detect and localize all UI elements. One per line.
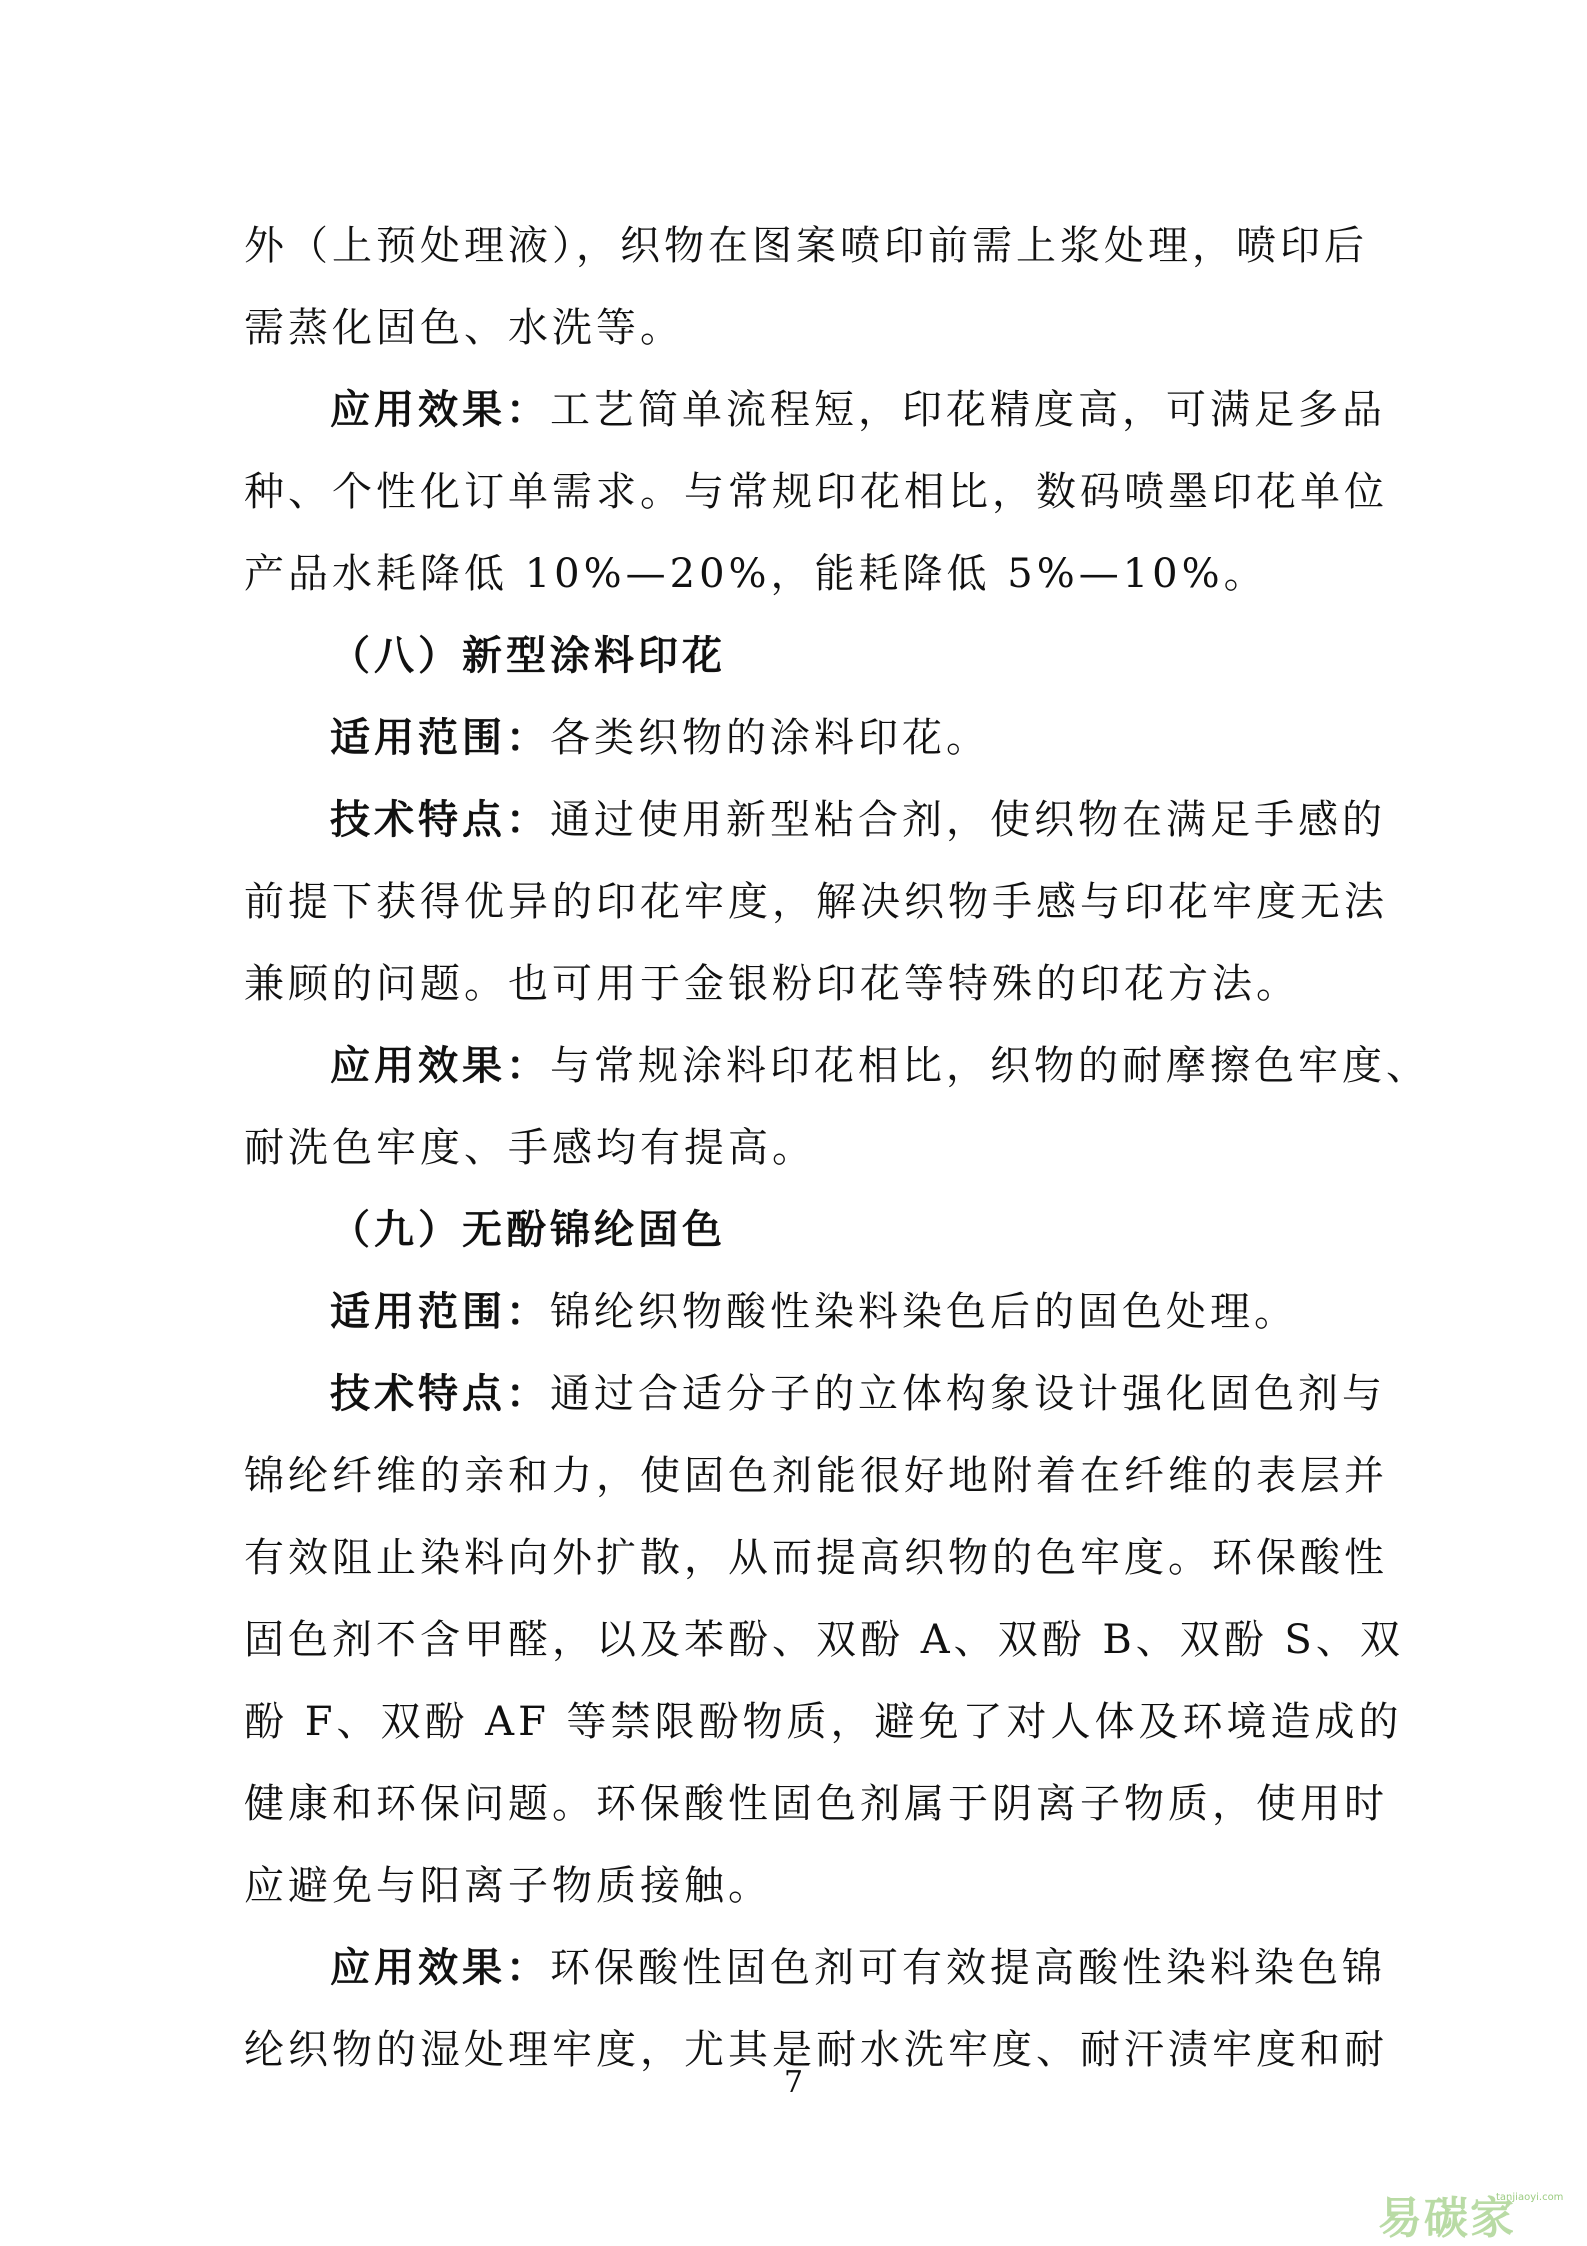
- text-line: [244, 369, 1386, 451]
- text-line: [244, 533, 1349, 615]
- text-line: [244, 779, 1386, 861]
- watermark-logo: [1378, 2182, 1578, 2244]
- line-text: 耐洗色牢度、手感均有提高。: [244, 1125, 816, 1171]
- text-line: [244, 205, 1368, 287]
- text-line: [244, 1107, 1349, 1189]
- lead-label: 技术特点：: [330, 796, 550, 843]
- line-text: 需蒸化固色、水洗等。: [244, 305, 684, 351]
- line-text: 工艺简单流程短，印花精度高，可满足多品: [550, 387, 1386, 433]
- text-line: [244, 451, 1388, 533]
- lead-label: 适用范围：: [330, 1288, 550, 1335]
- text-line: [244, 1435, 1388, 1517]
- page-number: 7: [783, 2065, 804, 2100]
- lead-label: 适用范围：: [330, 714, 550, 761]
- watermark-text: 易碳家: [1378, 2193, 1516, 2244]
- document-body: [244, 205, 1430, 2091]
- line-text: 种、个性化订单需求。与常规印花相比，数码喷墨印花单位: [244, 469, 1388, 515]
- text-line: [244, 1927, 1386, 2009]
- line-text: 与常规涂料印花相比，织物的耐摩擦色牢度、: [550, 1043, 1430, 1089]
- line-text: （九）无酚锦纶固色: [330, 1206, 726, 1253]
- text-line: [244, 1845, 1349, 1927]
- line-text: 前提下获得优异的印花牢度，解决织物手感与印花牢度无法: [244, 879, 1388, 925]
- text-line: [244, 1517, 1388, 1599]
- line-text: 固色剂不含甲醛，以及苯酚、双酚 A、双酚 B、双酚 S、双: [244, 1617, 1404, 1663]
- line-text: 健康和环保问题。环保酸性固色剂属于阴离子物质，使用时: [244, 1781, 1388, 1827]
- line-text: 外（上预处理液），织物在图案喷印前需上浆处理，喷印后: [244, 223, 1368, 269]
- text-line: [244, 1599, 1404, 1681]
- text-line: [244, 861, 1388, 943]
- text-line: [244, 1271, 1349, 1353]
- line-text: 兼顾的问题。也可用于金银粉印花等特殊的印花方法。: [244, 961, 1300, 1007]
- lead-label: 应用效果：: [330, 386, 550, 433]
- text-line: [244, 1353, 1386, 1435]
- text-line: [244, 1763, 1388, 1845]
- text-line: [244, 1681, 1403, 1763]
- watermark-url: tanjiaoyi.com: [1496, 2192, 1564, 2203]
- text-line: [244, 697, 1349, 779]
- section-heading: [244, 615, 1349, 697]
- line-text: 锦纶织物酸性染料染色后的固色处理。: [550, 1289, 1298, 1335]
- section-heading: [244, 1189, 1349, 1271]
- text-line: [244, 287, 1349, 369]
- lead-label: 应用效果：: [330, 1042, 550, 1089]
- line-text: 各类织物的涂料印花。: [550, 715, 990, 761]
- line-text: 通过合适分子的立体构象设计强化固色剂与: [550, 1371, 1386, 1417]
- text-line: [244, 943, 1349, 1025]
- text-line: [244, 1025, 1430, 1107]
- lead-label: 应用效果：: [330, 1944, 550, 1991]
- line-text: 应避免与阳离子物质接触。: [244, 1863, 772, 1909]
- line-text: 环保酸性固色剂可有效提高酸性染料染色锦: [550, 1945, 1386, 1991]
- line-text: 有效阻止染料向外扩散，从而提高织物的色牢度。环保酸性: [244, 1535, 1388, 1581]
- line-text: 锦纶纤维的亲和力，使固色剂能很好地附着在纤维的表层并: [244, 1453, 1388, 1499]
- line-text: 产品水耗降低 10%—20%，能耗降低 5%—10%。: [244, 551, 1268, 597]
- line-text: 酚 F、双酚 AF 等禁限酚物质，避免了对人体及环境造成的: [244, 1699, 1403, 1745]
- line-text: 纶织物的湿处理牢度，尤其是耐水洗牢度、耐汗渍牢度和耐: [244, 2027, 1388, 2073]
- line-text: 通过使用新型粘合剂，使织物在满足手感的: [550, 797, 1386, 843]
- line-text: （八）新型涂料印花: [330, 632, 726, 679]
- lead-label: 技术特点：: [330, 1370, 550, 1417]
